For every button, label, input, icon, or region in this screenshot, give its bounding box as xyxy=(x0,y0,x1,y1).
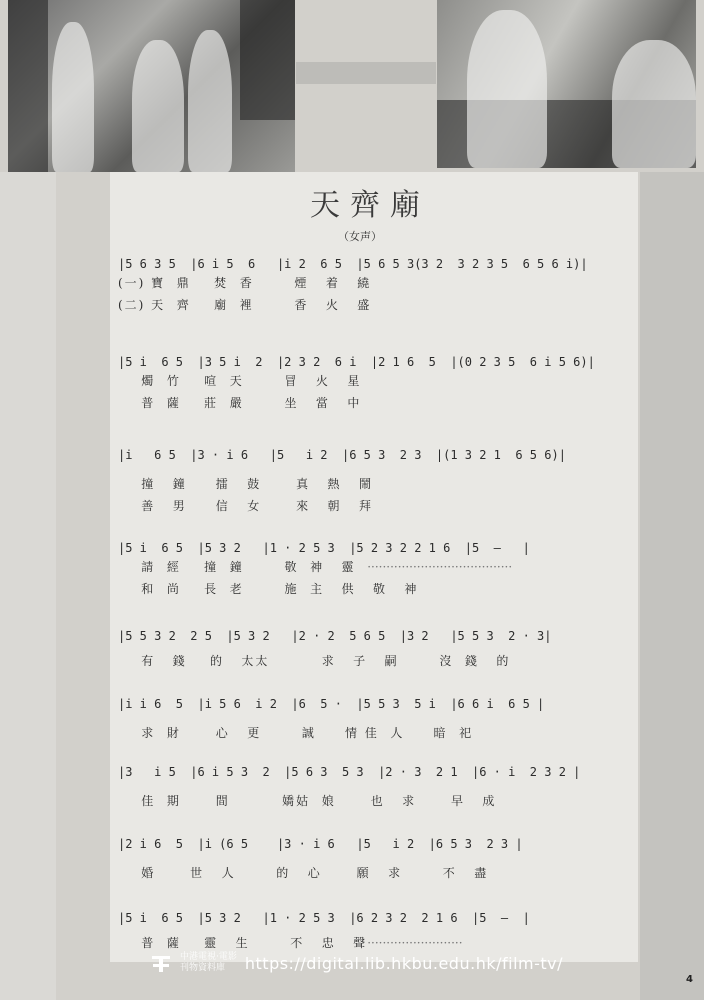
archive-watermark xyxy=(150,952,563,974)
lyric-text: 請 經 撞 鐘 敬 神 靈 xyxy=(118,560,356,574)
dotted-leader: ························· xyxy=(367,936,463,950)
score-line-4 xyxy=(118,540,618,600)
song-title: 天齊廟 xyxy=(310,188,430,223)
lyric-line: (一) 寶 鼎 焚 香 煙 着 繞 xyxy=(118,276,372,290)
score-line-9 xyxy=(118,910,618,954)
photo-opera-scene-right xyxy=(437,0,696,168)
notation: |5 i 6 5 |3 5 i 2 |2 3 2 6 i |2 1 6 5 |(0 2 3 5 6 i 5 6)| xyxy=(118,355,595,369)
lyric-line: 善 男 信 女 來 朝 拜 xyxy=(118,499,373,513)
lyric-line: 佳 期 間 嬌姑 娘 也 求 早 成 xyxy=(118,794,497,808)
score-line-1 xyxy=(118,256,618,316)
notation: |5 i 6 5 |5 3 2 |1 · 2 5 3 |5 2 3 2 2 1 6 |5 — | xyxy=(118,541,530,555)
photo-opera-scene-left xyxy=(8,0,295,172)
notation: |3 i 5 |6 i 5 3 2 |5 6 3 5 3 |2 · 3 2 1 |6 · i 2 3 2 | xyxy=(118,765,581,779)
lyric-line xyxy=(118,556,618,578)
watermark-url[interactable]: https://digital.lib.hkbu.edu.hk/film-tv/ xyxy=(244,953,563,973)
notation: |i i 6 5 |i 5 6 i 2 |6 5 · |5 5 3 5 i |6 6 i 6 5 | xyxy=(118,697,545,711)
score-line-5 xyxy=(118,628,618,672)
watermark-org-line2: 刊物資料庫 xyxy=(180,963,226,973)
lyric-line: 撞 鐘 擂 鼓 真 熱 鬧 xyxy=(118,477,373,491)
notation: |i 6 5 |3 · i 6 |5 i 2 |6 5 3 2 3 |(1 3 2 1 6 5 6)| xyxy=(118,448,566,462)
watermark-org-line1: 中港電視‧電影 xyxy=(180,952,237,962)
page-number: 4 xyxy=(686,974,693,985)
lyric-line: 有 錢 的 太太 求 子 嗣 沒 錢 的 xyxy=(118,654,511,668)
lyric-line: (二) 天 齊 廟 裡 香 火 盛 xyxy=(118,298,372,312)
score-line-3 xyxy=(118,447,618,517)
notation: |5 6 3 5 |6 i 5 6 |i 2 6 5 |5 6 5 3(3 2 3 2 3 5 6 5 6 i)| xyxy=(118,257,588,271)
header-band xyxy=(296,62,436,84)
page-margin-right xyxy=(640,172,704,1000)
film-reel-icon xyxy=(150,952,172,974)
notation: |2 i 6 5 |i (6 5 |3 · i 6 |5 i 2 |6 5 3 2 3 | xyxy=(118,837,523,851)
score-line-8 xyxy=(118,836,618,884)
notation: |5 i 6 5 |5 3 2 |1 · 2 5 3 |6 2 3 2 2 1 6 |5 — | xyxy=(118,911,530,925)
voice-label: （女声） xyxy=(338,230,382,243)
score-line-7 xyxy=(118,764,618,812)
page-margin-left xyxy=(0,172,56,1000)
lyric-line: 普 薩 莊 嚴 坐 當 中 xyxy=(118,396,362,410)
score-line-6 xyxy=(118,696,618,744)
lyric-line: 婚 世 人 的 心 願 求 不 盡 xyxy=(118,866,489,880)
dotted-leader: ······································ xyxy=(367,560,513,574)
lyric-line: 和 尚 長 老 施 主 供 敬 神 xyxy=(118,582,419,596)
watermark-org xyxy=(180,952,237,974)
notation: |5 5 3 2 2 5 |5 3 2 |2 · 2 5 6 5 |3 2 |5 5 3 2 · 3| xyxy=(118,629,552,643)
lyric-line xyxy=(118,932,618,954)
lyric-text: 普 薩 靈 生 不 忠 聲 xyxy=(118,936,368,950)
lyric-line: 求 財 心 更 誠 情 佳 人 暗 祀 xyxy=(118,726,474,740)
lyric-line: 燭 竹 喧 天 冒 火 星 xyxy=(118,374,362,388)
score-line-2 xyxy=(118,354,618,414)
